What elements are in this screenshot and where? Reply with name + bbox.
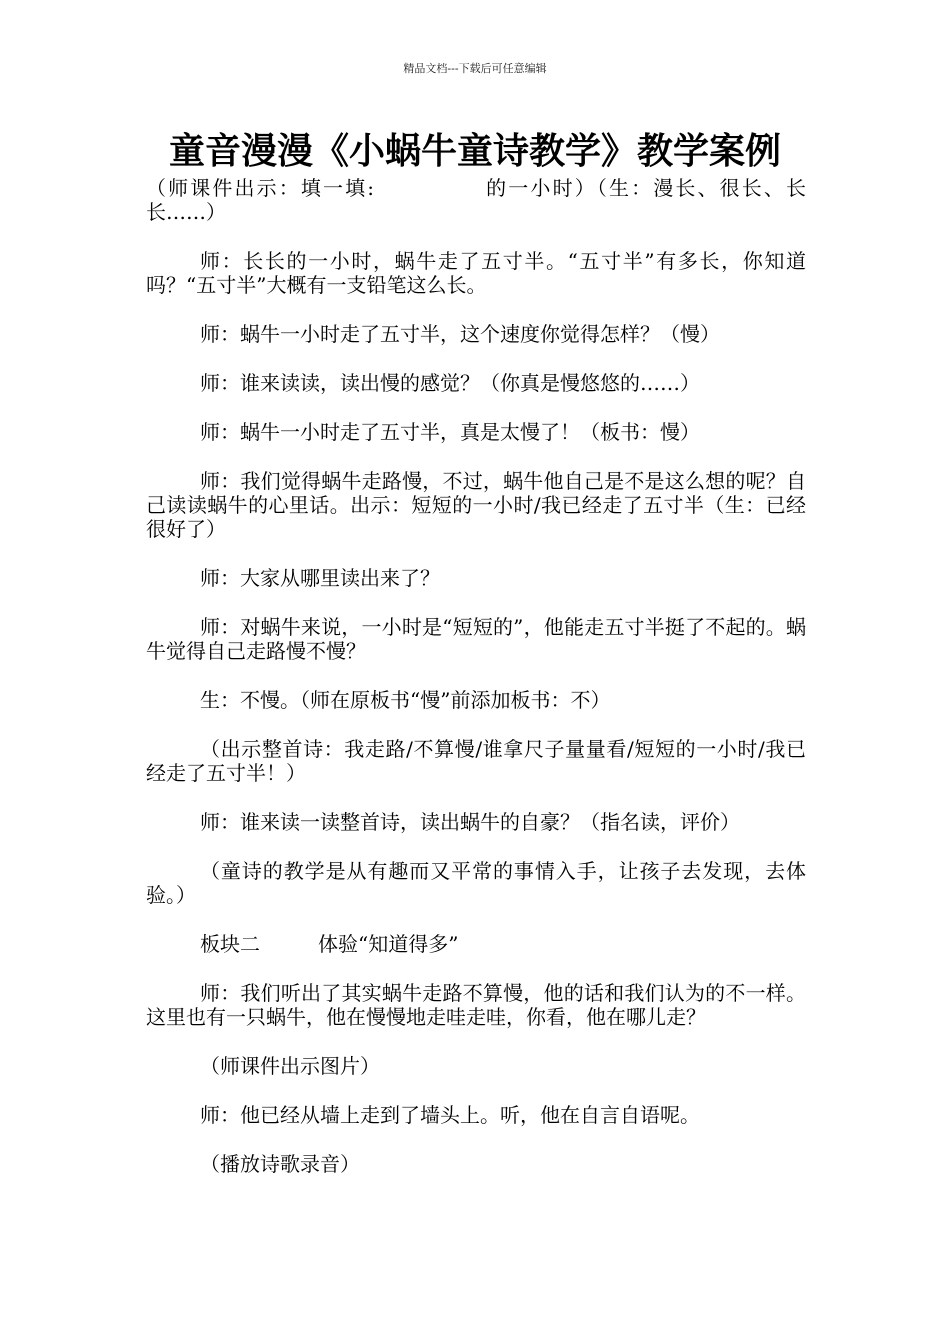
section-heading <box>146 932 806 956</box>
paragraph: （师课件出示图片） <box>200 1054 380 1078</box>
paragraph: 生：不慢。（师在原板书“慢”前添加板书：不） <box>200 688 611 712</box>
paragraph: 师：对蜗牛来说，一小时是“短短的”，他能走五寸半挺了不起的。蜗牛觉得自己走路慢不慢？ <box>146 615 806 663</box>
paragraph: 师：长长的一小时，蜗牛走了五寸半。“五寸半”有多长，你知道吗？“五寸半”大概有一支铅笔这么长。 <box>146 249 806 297</box>
paragraph: 师：蜗牛一小时走了五寸半，这个速度你觉得怎样？（慢） <box>200 322 720 346</box>
paragraph: 师：大家从哪里读出来了？ <box>200 566 440 590</box>
intro-before-blank: （师课件出示：填一填: <box>146 176 375 200</box>
paragraph: 师：蜗牛一小时走了五寸半，真是太慢了！（板书：慢） <box>200 420 700 444</box>
intro-paragraph <box>146 176 806 224</box>
document-title: 童音漫漫《小蜗牛童诗教学》教学案例 <box>168 130 781 172</box>
paragraph: 师：我们觉得蜗牛走路慢，不过，蜗牛他自己是不是这么想的呢？自己读读蜗牛的心里话。出示：短短的一小时/我已经走了五寸半（生：已经很好了） <box>146 469 806 541</box>
intro-after-blank: 的一小时）（生：漫长、很长、长长……） <box>146 176 806 224</box>
paragraph: 师：谁来读读，读出慢的感觉？（你真是慢悠悠的……） <box>200 371 700 395</box>
paragraph: 师：谁来读一读整首诗，读出蜗牛的自豪？（指名读，评价） <box>200 810 740 834</box>
section-name: 体验“知道得多” <box>318 932 459 956</box>
paragraph: 师：他已经从墙上走到了墙头上。听，他在自言自语呢。 <box>200 1103 700 1127</box>
paragraph: 师：我们听出了其实蜗牛走路不算慢，他的话和我们认为的不一样。这里也有一只蜗牛，他在慢慢地走哇走哇，你看，他在哪儿走？ <box>146 981 806 1029</box>
paragraph: （出示整首诗：我走路/不算慢/谁拿尺子量量看/短短的一小时/我已经走了五寸半！） <box>146 737 806 785</box>
document-body <box>146 176 806 1176</box>
paragraph: （童诗的教学是从有趣而又平常的事情入手，让孩子去发现，去体验。） <box>146 859 806 907</box>
page-header: 精品文档---下载后可任意编辑 <box>403 62 547 75</box>
section-label: 板块二 <box>200 932 260 956</box>
paragraph: （播放诗歌录音） <box>200 1152 360 1176</box>
